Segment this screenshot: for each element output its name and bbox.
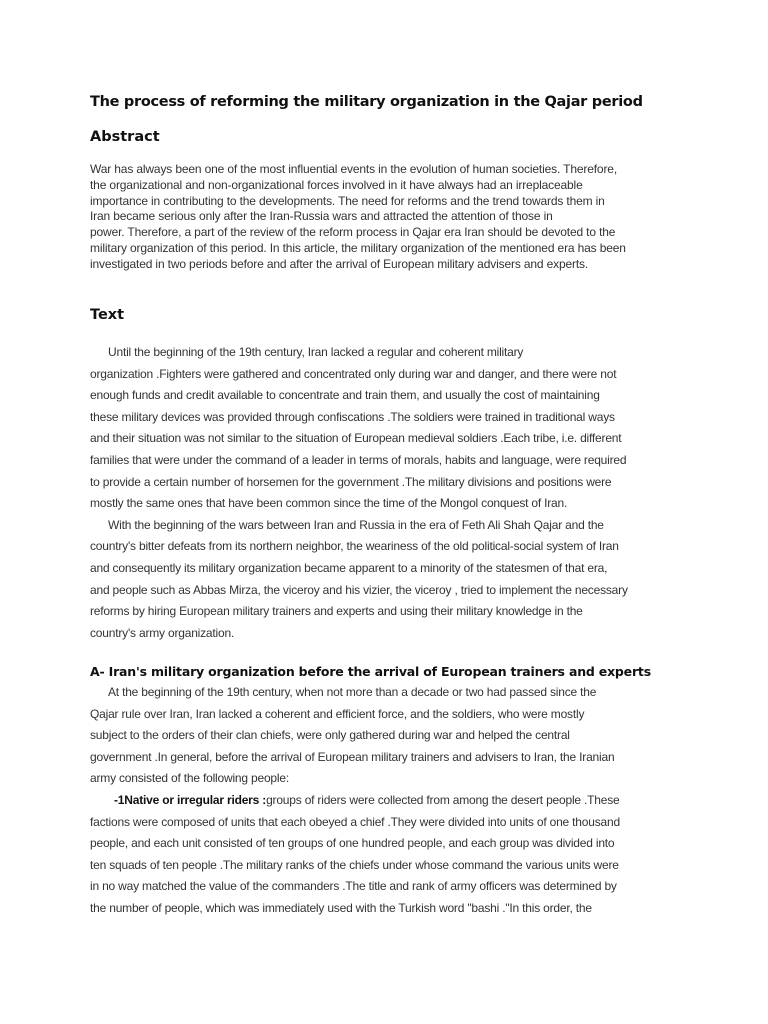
paragraph-line: Qajar rule over Iran, Iran lacked a coherent and efficient force, and the soldiers, who were mostly [90,706,585,721]
abstract-line: the organizational and non-organizational forces involved in it have always had an irreplaceable [90,177,583,192]
abstract-line: power. Therefore, a part of the review of the reform process in Qajar era Iran should be devoted to the [90,225,616,240]
abstract-line: investigated in two periods before and after the arrival of European military advisers and experts. [90,256,589,271]
paragraph-line: government .In general, before the arrival of European military trainers and advisers to Iran, the Iranian [90,749,615,764]
abstract-line: Iran became serious only after the Iran-Russia wars and attracted the attention of those in [90,209,553,224]
paragraph-1 [90,342,670,644]
paragraph-line: families that were under the command of a leader in terms of morals, habits and language, were required [90,452,627,467]
paragraph-line: and consequently its military organization became apparent to a minority of the statesmen of that era, [90,560,608,575]
paragraph-line: the number of people, which was immediately used with the Turkish word "bashi ."In this order, the [90,900,592,915]
paragraph-line: and people such as Abbas Mirza, the viceroy and his vizier, the viceroy , tried to implement the necessary [90,582,628,597]
abstract-paragraph [90,162,670,273]
paragraph-line: country's army organization. [90,625,235,640]
paragraph-line: At the beginning of the 19th century, when not more than a decade or two had passed since the [108,685,597,699]
paragraph-line: mostly the same ones that have been common since the time of the Mongol conquest of Iran. [90,496,568,511]
paragraph-line: organization .Fighters were gathered and concentrated only during war and danger, and there were not [90,366,617,381]
abstract-line: importance in contributing to the developments. The need for reforms and the trend towards them in [90,193,605,208]
paragraph-line: to provide a certain number of horsemen for the government .The military divisions and positions were [90,474,612,489]
list-item-label: -1Native or irregular riders : [114,792,267,807]
list-item-first-line [90,790,670,812]
paragraph-line: ten squads of ten people .The military ranks of the chiefs under whose command the various units were [90,857,619,872]
paragraph-line: subject to the orders of their clan chiefs, were only gathered during war and helped the central [90,728,570,743]
text-heading: Text [90,307,125,323]
paragraph-line: reforms by hiring European military trainers and experts and using their military knowledge in the [90,604,583,619]
paragraph-line: With the beginning of the wars between Iran and Russia in the era of Feth Ali Shah Qajar and the [108,517,604,532]
paragraph-line: in no way matched the value of the commanders .The title and rank of army officers was determined by [90,879,617,894]
section-a-heading: A- Iran's military organization before the arrival of European trainers and experts [90,664,651,679]
abstract-line: War has always been one of the most influential events in the evolution of human societies. Therefore, [90,162,618,176]
list-item-text: groups of riders were collected from among the desert people .These [266,792,620,807]
document-title: The process of reforming the military organization in the Qajar period [90,94,643,110]
paragraph-3 [90,682,670,920]
paragraph-line: army consisted of the following people: [90,771,289,786]
paragraph-line: factions were composed of units that each obeyed a chief .They were divided into units of one thousand [90,814,620,829]
paragraph-line: and their situation was not similar to the situation of European medieval soldiers .Each tribe, i.e. different [90,431,622,446]
abstract-line: military organization of this period. In this article, the military organization of the mentioned era has been [90,240,626,255]
paragraph-line: people, and each unit consisted of ten groups of one hundred people, and each group was divided into [90,836,615,851]
paragraph-line: country's bitter defeats from its northern neighbor, the weariness of the old political-social system of Iran [90,539,619,554]
paragraph-line: enough funds and credit available to concentrate and train them, and usually the cost of maintaining [90,388,600,403]
paragraph-line: Until the beginning of the 19th century, Iran lacked a regular and coherent military [108,345,524,359]
paragraph-line: these military devices was provided through confiscations .The soldiers were trained in traditional ways [90,409,615,424]
abstract-heading: Abstract [90,129,160,145]
